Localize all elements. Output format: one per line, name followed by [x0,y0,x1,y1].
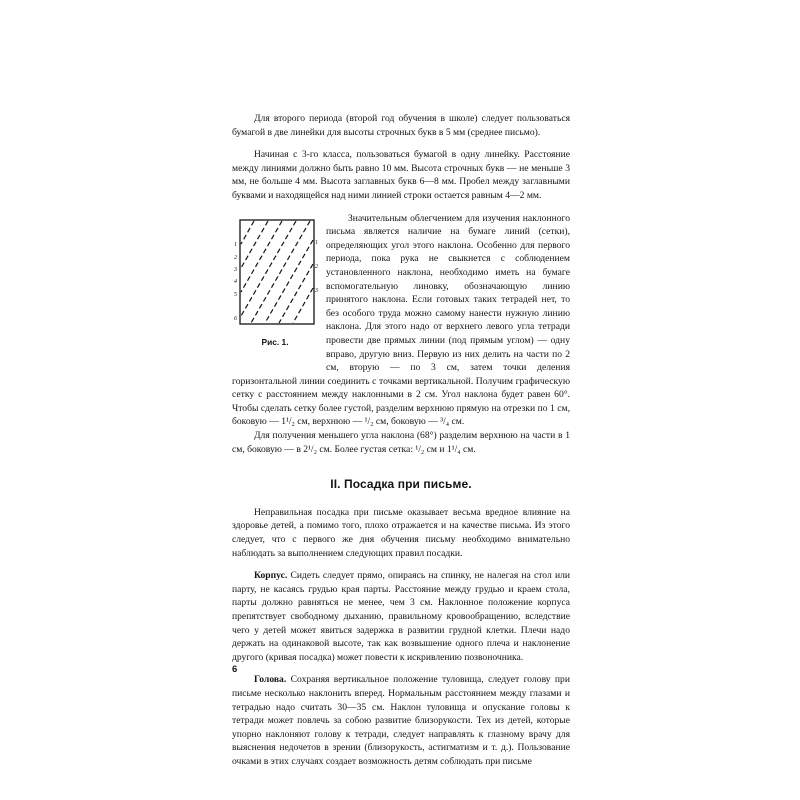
mark-right: 3 [315,287,318,294]
page-number: 6 [232,664,238,675]
mark-left: 6 [234,315,237,322]
page-body [232,112,570,769]
slant-line [279,264,313,323]
mark-left: 2 [234,254,237,261]
smaller-angle-paragraph: Для получения меньшего угла наклона (68°) разделим верхнюю на части в 1 см, боковую — в 2¹/₂ см. Более густая сетка: ¹/₂ см и 1¹/₄ см. [232,430,570,455]
slant-grid-diagram [232,214,318,334]
slant-line [241,221,296,316]
head-text: Сохраняя вертикальное положение туловища, следует голову при письме несколько наклонить вперед. Нормальным расстоянием между глазами и тетрадью надо считать 30—35 см. Наклон туловища и опускание головы к тетради может повлечь за собою развитие близорукости. Тех из детей, которые упорно наклоняют голову к тетради, следует направлять к глазному врачу для выяснения недочетов в зрении (близорукость, астигматизм и т. д.). Пользование очками в этих случаях создает возможность детям соблюдать при письме [232,674,570,767]
posture-intro-paragraph: Неправильная посадка при письме оказывает весьма вредное влияние на здоровье детей, а помимо того, плохо отражается и на качестве письма. Из этого следует, что с первого же дня обучения письму необходимо внимательно наблюдать за выполнением следующих правил посадки. [232,506,570,559]
head-paragraph [232,673,570,768]
third-class-paragraph: Начиная с 3-го класса, пользоваться бумагой в одну линейку. Расстояние между линиями должно быть равно 10 мм. Высота строчных букв — не меньше 3 мм, не больше 4 мм. Высота заглавных букв 6—8 мм. Пробел между заглавными буквами и находящейся над ними линией строки остается равным 4—2 мм. [232,149,570,201]
mark-left: 4 [234,278,237,285]
mark-left: 1 [234,241,237,248]
mark-right: 1 [315,239,318,246]
slant-grid-figure [232,214,318,364]
mark-left: 3 [234,266,237,273]
grid-frame [240,220,314,324]
slant-line [241,221,254,244]
slant-line [265,240,313,323]
slant-line [241,221,268,268]
body-text: Сидеть следует прямо, опираясь на спинку, не налегая на стол или парту, не касаясь грудью края парты. Расстояние между грудью и краем стола, парты должно равняться не менее, чем 3 см. Наклонное положение корпуса препятствует свободному дыханию, правильному кровообращению, вследствие чего у детей может явиться задержка в развитии грудной клетки. Плечи надо держать на одинаковой высоте, так как возвышение одного плеча и наклонение другого (кривая посадка) может повести к искривлению позвоночника. [232,570,570,663]
period-paragraph: Для второго периода (второй год обучения в школе) следует пользоваться бумагой в две линейки для высоты строчных букв в 5 мм (среднее письмо). [232,113,570,138]
figure-caption: Рис. 1. [261,336,289,347]
section-heading: II. Посадка при письме. [330,477,472,492]
head-runin-heading: Голова. [254,674,287,686]
slant-lines [241,221,313,323]
slant-intro-paragraph: Значительным облегчением для изучения наклонного письма является наличие на бумаге линий (сетки), определяющих угол этого наклона. Особенно для первого периода, пока рука не свыкнется с соблюдением установленного наклона, необходимо иметь на бумаге вспомогательную линовку, обозначающую линию принятого наклона. Если готовых таких тетрадей нет, то без особого труда можно самому нанести нужную линию наклона. Для этого надо от верхнего левого угла тетради провести две прямых линии (под прямым углом) — одну вправо, другую вниз. Первую из них делить на части по 2 см, вторую — по 3 см, затем точки деления горизонтальной линии соединить с точками вертикальной. Получим графическую сетку с расстоянием между наклонными в 2 см. Угол наклона будет равен 60°. Чтобы сделать сетку более густой, разделим верхнюю прямую на отрезки по 1 см, боковую — 1¹/₂ см, верхнюю — ¹/₂ см, боковую — ³/₄ см. [232,212,570,428]
body-paragraph [232,569,570,664]
body-runin-heading: Корпус. [254,570,288,582]
mark-left: 5 [234,291,237,298]
mark-right: 2 [315,263,318,270]
